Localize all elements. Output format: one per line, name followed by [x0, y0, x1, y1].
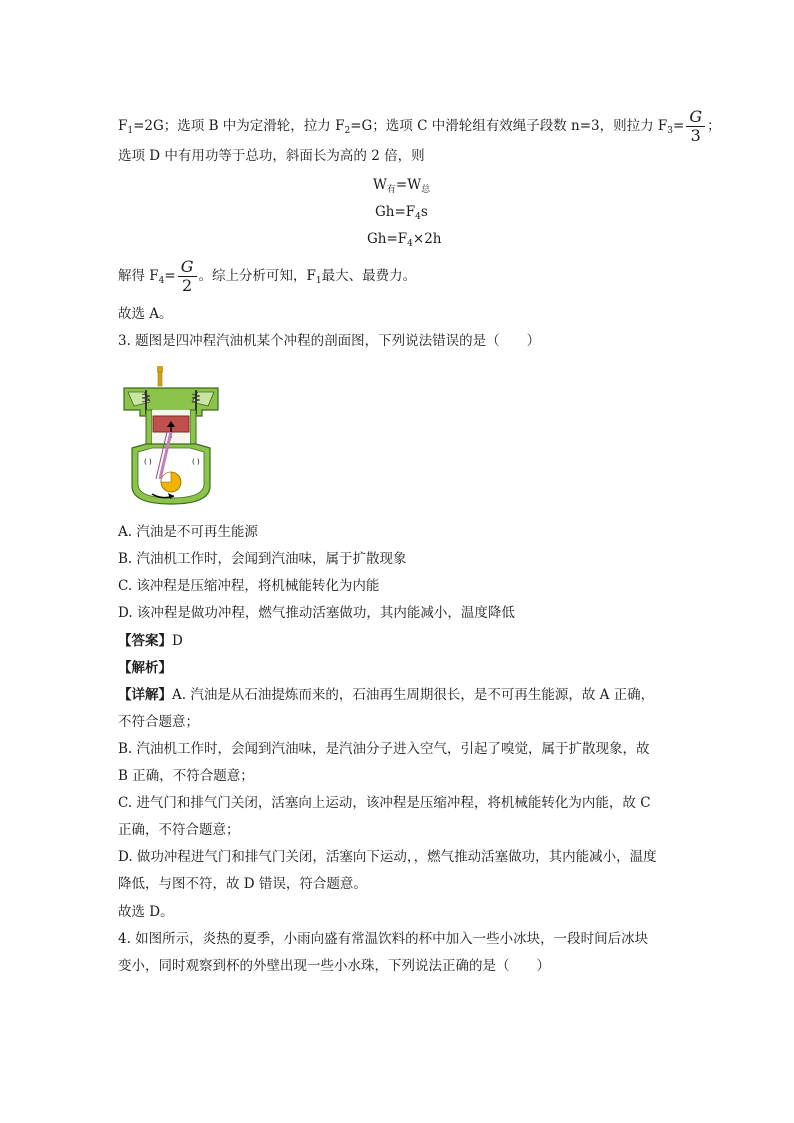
- detail-line-5: C. 进气门和排气门关闭，活塞向上运动，该冲程是压缩冲程，将机械能转化为内能，故 C: [118, 795, 651, 811]
- question-4-line-2: 变小，同时观察到杯的外壁出现一些小水珠，下列说法正确的是（ ）: [118, 958, 550, 974]
- question-4-line-1: 4. 如图所示，炎热的夏季，小雨向盛有常温饮料的杯中加入一些小冰块，一段时间后冰块: [118, 931, 649, 947]
- detail-line-3: B. 汽油机工作时，会闻到汽油味，是汽油分子进入空气，引起了嗅觉，属于扩散现象，故: [118, 741, 650, 757]
- crank-mark-right: ( ): [192, 458, 200, 466]
- fraction-g-over-3: $\frac{G}{3}$: [686, 108, 705, 145]
- conclusion-d: 故选 D。: [118, 904, 174, 920]
- cylinder-wall-right: [190, 410, 196, 444]
- detail-line-1: 【详解】A. 汽油是从石油提炼而来的，石油再生周期很长，是不可再生能源，故 A 正确，: [118, 687, 655, 703]
- detail-label: 【详解】: [118, 687, 172, 703]
- spark-plug-tip: [157, 366, 163, 372]
- detail-line-8: 降低，与图不符，故 D 错误，符合题意。: [118, 876, 367, 892]
- option-a: A. 汽油是不可再生能源: [118, 524, 258, 540]
- option-b: B. 汽油机工作时，会闻到汽油味，属于扩散现象: [118, 551, 407, 567]
- engine-cross-section-figure: [122, 366, 220, 506]
- option-d: D. 该冲程是做功冲程，燃气推动活塞做功，其内能减小，温度降低: [118, 605, 515, 621]
- detail-line-2: 不符合题意；: [118, 714, 199, 730]
- crank-mark-left: ( ): [144, 458, 152, 466]
- question-3: 3. 题图是四冲程汽油机某个冲程的剖面图，下列说法错误的是（ ）: [118, 333, 541, 349]
- solution-line-2: 选项 D 中有用功等于总功，斜面长为高的 2 倍，则: [118, 148, 425, 164]
- detail-line-7: D. 做功冲程进气门和排气门关闭，活塞向下运动，，燃气推动活塞做功，其内能减小，温度: [118, 849, 657, 865]
- answer-label: 【答案】: [118, 633, 172, 649]
- solution-line-3: 解得 $F_4=$ $\frac{G}{2}$ 。综上分析可知，$F_1$最大、最费力。: [118, 257, 417, 295]
- engine-diagram: [122, 366, 220, 506]
- equation-work: $W_有=W_总$: [373, 177, 431, 195]
- detail-line-4: B 正确，不符合题意；: [118, 768, 254, 784]
- spark-plug: [158, 372, 162, 386]
- cylinder-wall-left: [146, 410, 152, 444]
- detail-line-6: 正确，不符合题意；: [118, 822, 240, 838]
- fraction-g-over-2: $\frac{G}{2}$: [178, 258, 197, 295]
- equation-gh-f2h: $Gh=F_4\times 2h$: [367, 231, 442, 249]
- equation-gh-fs: $Gh=F_4s$: [375, 204, 428, 222]
- solution-line-1: $F_1=2G$；选项 B 中为定滑轮，拉力 $F_2=G$；选项 C 中滑轮组有效绳子段数 n=3，则拉力 $F_3=$ $\frac{G}{3}$ ；: [118, 107, 721, 145]
- conclusion-a: 故选 A。: [118, 306, 173, 322]
- analysis-label: 【解析】: [118, 660, 172, 676]
- option-c: C. 该冲程是压缩冲程，将机械能转化为内能: [118, 578, 380, 594]
- answer-value: D: [172, 633, 183, 649]
- answer-line: [118, 632, 183, 650]
